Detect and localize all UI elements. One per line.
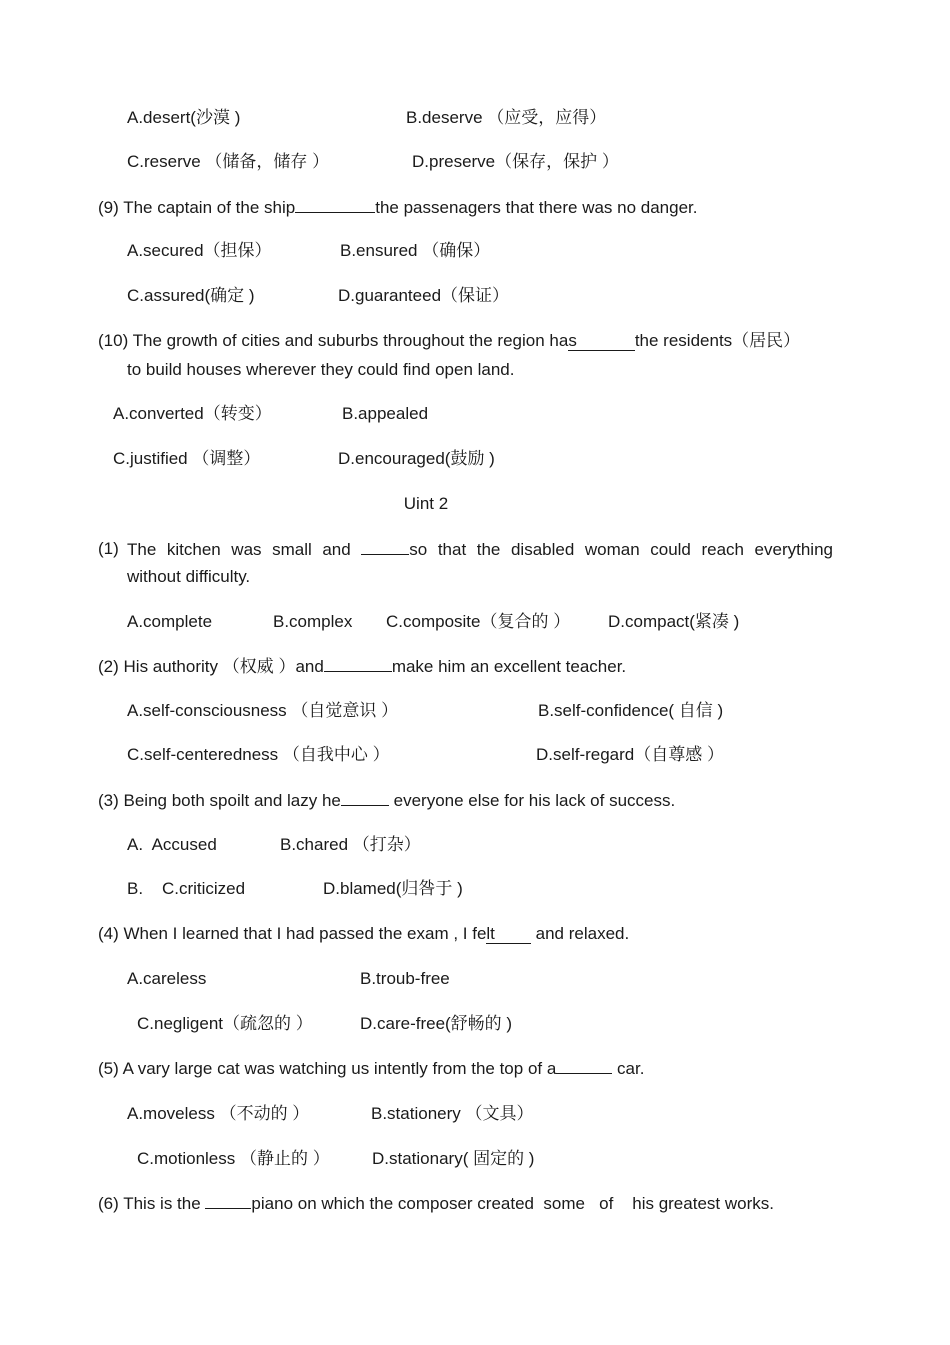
question-number: (5): [98, 1059, 119, 1078]
u2-q5-option-b: B.stationery （文具）: [371, 1104, 534, 1123]
u2-q1-option-b: B.complex: [273, 612, 353, 631]
u2-q4-option-c: C.negligent（疏忽的 ）: [137, 1014, 313, 1033]
u2-q3-option-b: B.chared （打杂）: [280, 835, 421, 854]
u2-q2-question: [98, 656, 626, 677]
answer-blank: [556, 1058, 612, 1074]
q10-option-c: C.justified （调整）: [113, 449, 261, 468]
u2-q4-option-d: D.care-free(舒畅的 ): [360, 1014, 513, 1033]
question-number: (10): [98, 331, 129, 350]
q9-option-a: A.secured（担保）: [127, 241, 272, 260]
u2-q2-option-b: B.self-confidence( 自信 ): [538, 701, 724, 720]
u2-q2-option-a: A.self-consciousness （自觉意识 ）: [127, 701, 399, 720]
u2-q3-option-d: D.blamed(归咎于 ): [323, 879, 463, 898]
u2-q1-option-c: C.composite（复合的 ）: [386, 612, 571, 631]
question-text-before: Being both spoilt and lazy he: [123, 791, 341, 810]
q8-option-a: A.desert(沙漠 ): [127, 108, 241, 127]
q9-option-b: B.ensured （确保）: [340, 241, 491, 260]
question-text-before: His authority （权威 ）and: [123, 657, 324, 676]
question-number: (6): [98, 1194, 119, 1213]
u2-q2-option-c: C.self-centeredness （自我中心 ）: [127, 745, 390, 764]
u2-q5-question: [98, 1058, 644, 1079]
u2-q3-option-a: A. Accused: [127, 835, 217, 854]
u2-q1-option-a: A.complete: [127, 612, 213, 631]
question-text-before: A vary large cat was watching us intently from the top of a: [122, 1059, 557, 1078]
answer-blank: [361, 539, 409, 555]
question-text-after: the passenagers that there was no danger.: [375, 198, 698, 217]
u2-q6-question: [98, 1193, 774, 1214]
u2-q4-question: [98, 924, 629, 944]
question-text-after: so that the disabled woman could reach everything: [409, 540, 833, 559]
question-text-before: The kitchen was small and: [127, 540, 351, 559]
question-text-after: make him an excellent teacher.: [391, 657, 627, 676]
answer-blank: [205, 1193, 251, 1209]
q9-option-d: D.guaranteed（保证）: [338, 286, 510, 305]
q10-question-line2: to build houses wherever they could find open land.: [127, 360, 515, 379]
answer-blank: [295, 197, 375, 213]
q8-option-b: B.deserve （应受，应得）: [406, 108, 607, 127]
answer-blank: [324, 656, 392, 672]
u2-q1-number: (1): [98, 539, 119, 558]
question-text-after: everyone else for his lack of success.: [393, 791, 676, 810]
u2-q3-option-c: B. C.criticized: [127, 879, 246, 898]
answer-blank: s: [568, 331, 635, 351]
question-number: (2): [98, 657, 119, 676]
q10-option-a: A.converted（转变）: [113, 404, 272, 423]
question-number: (9): [98, 198, 119, 217]
u2-q3-question: [98, 790, 675, 811]
question-text-before: The captain of the ship: [123, 198, 296, 217]
question-number: (3): [98, 791, 119, 810]
u2-q5-option-a: A.moveless （不动的 ）: [127, 1104, 310, 1123]
question-text-after: car.: [617, 1059, 645, 1078]
unit-heading: Uint 2: [403, 494, 449, 513]
question-text-after: and relaxed.: [535, 924, 630, 943]
q10-question: [98, 331, 800, 351]
u2-q5-option-c: C.motionless （静止的 ）: [137, 1149, 330, 1168]
q10-option-b: B.appealed: [342, 404, 429, 423]
u2-q2-option-d: D.self-regard（自尊感 ）: [536, 745, 724, 764]
u2-q1-option-d: D.compact(紧凑 ): [608, 612, 740, 631]
question-text-before: This is the: [123, 1194, 201, 1213]
q8-option-d: D.preserve（保存，保护 ）: [412, 152, 619, 171]
question-number: (4): [98, 924, 119, 943]
u2-q4-option-b: B.troub-free: [360, 969, 450, 988]
u2-q5-option-d: D.stationary( 固定的 ): [372, 1149, 535, 1168]
question-text-after: the residents（居民）: [634, 331, 801, 350]
q8-option-c: C.reserve （储备，储存 ）: [127, 152, 330, 171]
answer-blank: lt: [486, 924, 531, 944]
u2-q1-question: [127, 539, 833, 560]
question-text-after: piano on which the composer created some of his greatest works.: [251, 1194, 774, 1213]
q9-question: [98, 197, 698, 218]
q10-option-d: D.encouraged(鼓励 ): [338, 449, 495, 468]
answer-blank: [341, 790, 389, 806]
q9-option-c: C.assured(确定 ): [127, 286, 255, 305]
u2-q1-question-line2: without difficulty.: [127, 567, 251, 586]
u2-q4-option-a: A.careless: [127, 969, 207, 988]
question-text-before: The growth of cities and suburbs throughout the region ha: [132, 331, 569, 350]
question-text-before: When I learned that I had passed the exam , I fe: [123, 924, 487, 943]
